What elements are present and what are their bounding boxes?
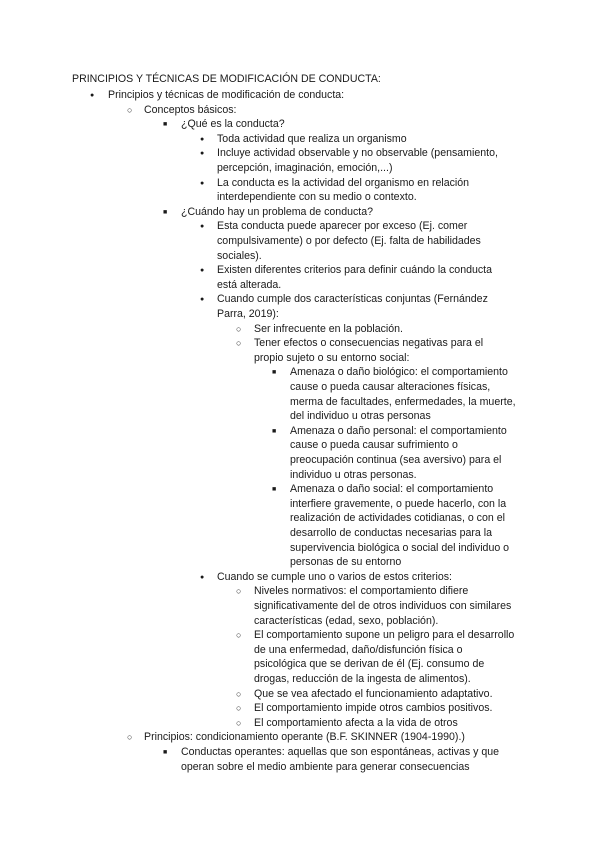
list-item-line: Toda actividad que realiza un organismo xyxy=(217,132,407,145)
list-item-line: operan sobre el medio ambiente para generar consecuencias xyxy=(181,760,470,773)
bullet-icon xyxy=(236,716,241,732)
bullet-icon xyxy=(127,103,132,119)
list-item-line: El comportamiento afecta a la vida de otros xyxy=(254,716,458,729)
list-item-line: Existen diferentes criterios para definir cuándo la conducta xyxy=(217,264,493,277)
list-item-line: Ser infrecuente en la población. xyxy=(254,322,404,335)
list-item-line: Tener efectos o consecuencias negativas para el xyxy=(254,337,484,350)
list-item-line: Principios y técnicas de modificación de conducta: xyxy=(108,89,345,101)
list-item-line: El comportamiento impide otros cambios positivos. xyxy=(254,702,493,715)
list-item-line: Que se vea afectado el funcionamiento adaptativo. xyxy=(254,687,493,700)
list-item-line: psicológica que se derivan de él (Ej. consumo de xyxy=(254,658,485,671)
bullet-icon xyxy=(272,424,276,440)
list-item-line: Conceptos básicos: xyxy=(144,103,237,116)
bullet-icon xyxy=(272,482,276,498)
bullet-icon xyxy=(236,336,241,352)
list-item-line: preocupación continua (sea aversivo) para el xyxy=(290,454,502,466)
bullet-icon xyxy=(200,570,204,586)
list-item-line: de una enfermedad, daño/disfunción física o xyxy=(254,643,463,656)
list-item-line: Amenaza o daño biológico: el comportamiento xyxy=(290,366,508,379)
list-item-line: percepción, imaginación, emoción,...) xyxy=(217,162,393,174)
list-item-line: ¿Cuándo hay un problema de conducta? xyxy=(181,205,373,218)
list-item-line: Parra, 2019): xyxy=(217,308,279,320)
list-item-line: Principios: condicionamiento operante (B.F. SKINNER (1904-1990).) xyxy=(144,731,465,744)
bullet-icon xyxy=(200,219,204,235)
bullet-icon xyxy=(163,117,167,133)
list-item-line: drogas, reducción de la ingesta de alimentos). xyxy=(254,673,471,685)
list-item-line: sociales). xyxy=(217,249,262,262)
list-item-line: Amenaza o daño social: el comportamiento xyxy=(290,483,494,496)
list-item-line: merma de facultades, enfermedades, la muerte, xyxy=(290,395,516,408)
list-item-line: Amenaza o daño personal: el comportamiento xyxy=(290,424,507,437)
bullet-icon xyxy=(236,687,241,703)
list-item-line: La conducta es la actividad del organismo en relación xyxy=(217,176,470,189)
bullet-icon xyxy=(236,322,241,338)
list-item-line: está alterada. xyxy=(217,278,282,291)
bullet-icon xyxy=(236,628,241,644)
list-item-line: significativamente del de otros individuos con similares xyxy=(254,600,512,612)
list-item-line: individuo u otras personas. xyxy=(290,468,417,481)
bullet-icon xyxy=(90,88,94,104)
list-item-line: supervivencia biológica o social del individuo o xyxy=(290,541,510,554)
list-item-line: El comportamiento supone un peligro para el desarrollo xyxy=(254,629,515,642)
bullet-icon xyxy=(200,132,204,148)
bullet-icon xyxy=(163,745,167,761)
list-item-line: Niveles normativos: el comportamiento difiere xyxy=(254,585,469,598)
bullet-icon xyxy=(127,730,132,746)
list-item-line: compulsivamente) o por defecto (Ej. falta de habilidades xyxy=(217,235,481,247)
bullet-icon xyxy=(200,176,204,192)
list-item-line: realización de actividades cotidianas, o con el xyxy=(290,512,505,525)
list-item-line: desarrollo de conductas necesarias para la xyxy=(290,527,492,539)
list-item-line: características (edad, sexo, población). xyxy=(254,614,439,627)
list-item-line: Conductas operantes: aquellas que son espontáneas, activas y que xyxy=(181,746,500,758)
list-item-line: Esta conducta puede aparecer por exceso (Ej. comer xyxy=(217,220,468,233)
list-item-line: Cuando se cumple uno o varios de estos criterios: xyxy=(217,570,452,583)
list-item-line: ¿Qué es la conducta? xyxy=(181,118,285,131)
list-item-line: Incluye actividad observable y no observable (pensamiento, xyxy=(217,147,498,160)
list-item-line: personas de su entorno xyxy=(290,556,402,569)
bullet-icon xyxy=(200,263,204,279)
bullet-icon xyxy=(272,365,276,381)
list-item-line: interdependiente con su medio o contexto. xyxy=(217,191,417,204)
list-item-line: del individuo u otras personas xyxy=(290,410,431,423)
bullet-icon xyxy=(200,146,204,162)
bullet-icon xyxy=(163,205,167,221)
list-item-line: cause o pueda causar alteraciones físicas, xyxy=(290,381,491,393)
list-item-line: cause o pueda causar sufrimiento o xyxy=(290,439,458,452)
bullet-icon xyxy=(200,292,204,308)
list-item-line: Cuando cumple dos características conjuntas (Fernández xyxy=(217,293,488,306)
bullet-icon xyxy=(236,701,241,717)
bullet-icon xyxy=(236,584,241,600)
page-title: PRINCIPIOS Y TÉCNICAS DE MODIFICACIÓN DE CONDUCTA: xyxy=(72,73,381,85)
list-item-line: propio sujeto o su entorno social: xyxy=(254,351,410,364)
list-item-line: interfiere gravemente, o puede hacerlo, con la xyxy=(290,497,507,510)
